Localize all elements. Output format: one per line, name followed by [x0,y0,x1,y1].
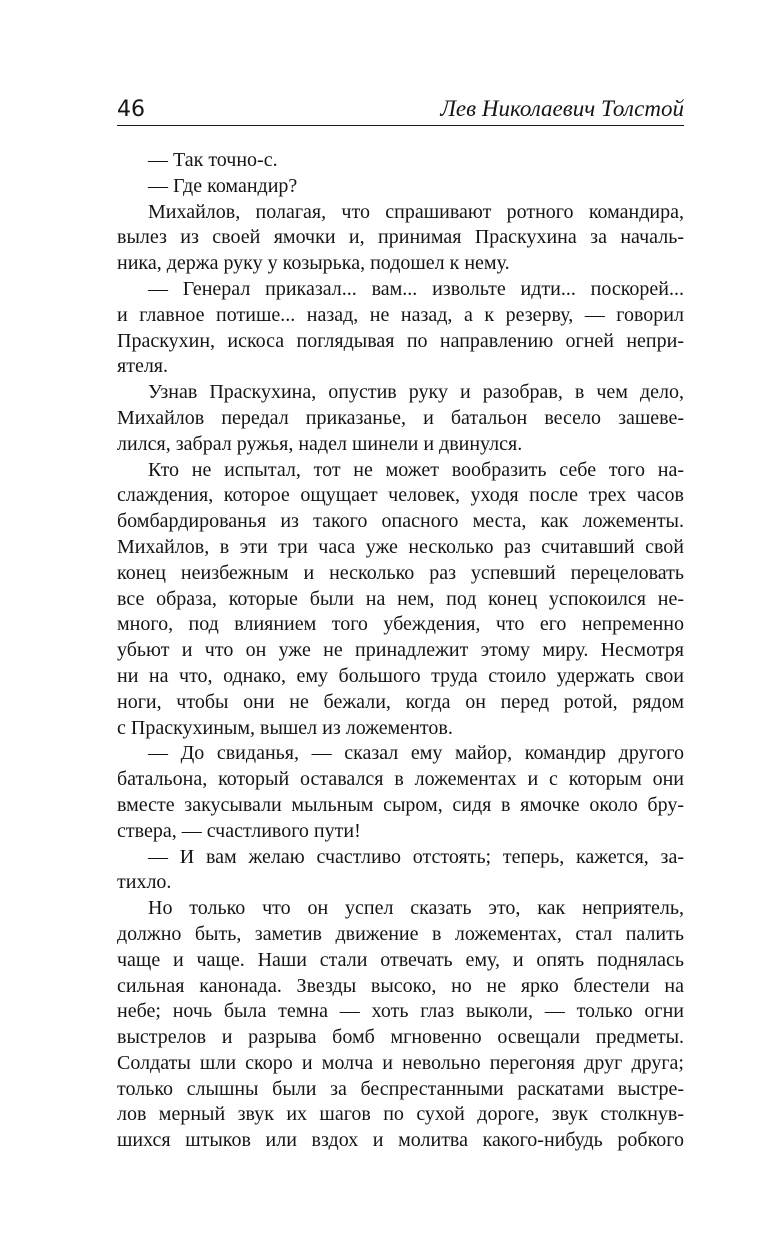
text-line: — Генерал приказал... вам... извольте идти... поскорей... [148,277,684,300]
text-line: Солдаты шли скоро и молча и невольно перегоняя друг друга; [117,1051,684,1074]
text-line: бомбардированья из такого опасного места, как ложементы. [117,510,684,533]
text-line: выстрелов и разрыва бомб мгновенно освещали предметы. [117,1026,684,1049]
text-line: — И вам желаю счастливо отстоять; теперь, кажется, за- [148,845,684,868]
text-line: небе; ночь была темна — хоть глаз выколи, — только огни [117,1000,684,1023]
text-line: батальона, который оставался в ложементах и с которым они [117,768,684,791]
text-line: ни на что, однако, ему большого труда стоило удержать свои [117,664,684,687]
text-line: — Где командир? [148,174,298,197]
text-line: должно быть, заметив движение в ложементах, стал палить [117,922,684,945]
text-line: Михайлов передал приказанье, и батальон весело зашеве- [117,406,684,429]
text-line: ноги, чтобы они не бежали, когда он перед ротой, рядом [117,690,684,713]
text-line: тихло. [117,871,172,894]
text-line: и главное потише... назад, не назад, а к резерву, — говорил [117,303,684,326]
text-line: чаще и чаще. Наши стали отвечать ему, и опять поднялась [117,948,684,971]
text-line: много, под влиянием того убеждения, что его непременно [117,613,684,636]
text-line: убьют и что он уже не принадлежит этому миру. Несмотря [117,639,684,662]
text-line: ствера, — счастливого пути! [117,819,361,842]
text-line: ника, держа руку у козырька, подошел к нему. [117,252,510,275]
page-header [117,95,684,126]
text-line: Узнав Праскухина, опустив руку и разобрав, в чем дело, [148,381,684,404]
text-line: лился, забрал ружья, надел шинели и двинулся. [117,432,523,455]
text-line: слаждения, которое ощущает человек, уходя после трех часов [117,484,684,507]
page-number: 46 [117,97,145,122]
text-line: конец неизбежным и несколько раз успевший перецеловать [117,561,684,584]
text-line: Кто не испытал, тот не может вообразить себе того на- [148,458,684,481]
text-line: — Так точно-с. [148,149,278,171]
text-line: Михайлов, полагая, что спрашивают ротного командира, [148,200,684,223]
text-line: вместе закусывали мыльным сыром, сидя в ямочке около бру- [117,793,684,816]
text-line: только слышны были за беспрестанными раскатами выстре- [117,1077,684,1100]
text-line: с Праскухиным, вышел из ложементов. [117,716,453,739]
text-line: ятеля. [117,355,168,378]
text-line: Праскухин, искоса поглядывая по направлению огней непри- [117,329,684,352]
text-line: все образа, которые были на нем, под конец успокоился не- [117,587,684,610]
text-line: лов мерный звук их шагов по сухой дороге, звук столкнув- [117,1103,684,1126]
text-line: — До свиданья, — сказал ему майор, командир другого [148,742,684,765]
text-line: Михайлов, в эти три часа уже несколько раз считавший свой [117,535,684,558]
running-title: Лев Николаевич Толстой [440,96,684,121]
text-line: шихся штыков или вздох и молитва какого-нибудь робкого [117,1129,684,1152]
text-line: вылез из своей ямочки и, принимая Праскухина за началь- [117,226,684,249]
body-text [117,148,684,1154]
text-line: сильная канонада. Звезды высоко, но не ярко блестели на [117,974,684,997]
text-line: Но только что он успел сказать это, как неприятель, [148,897,684,920]
